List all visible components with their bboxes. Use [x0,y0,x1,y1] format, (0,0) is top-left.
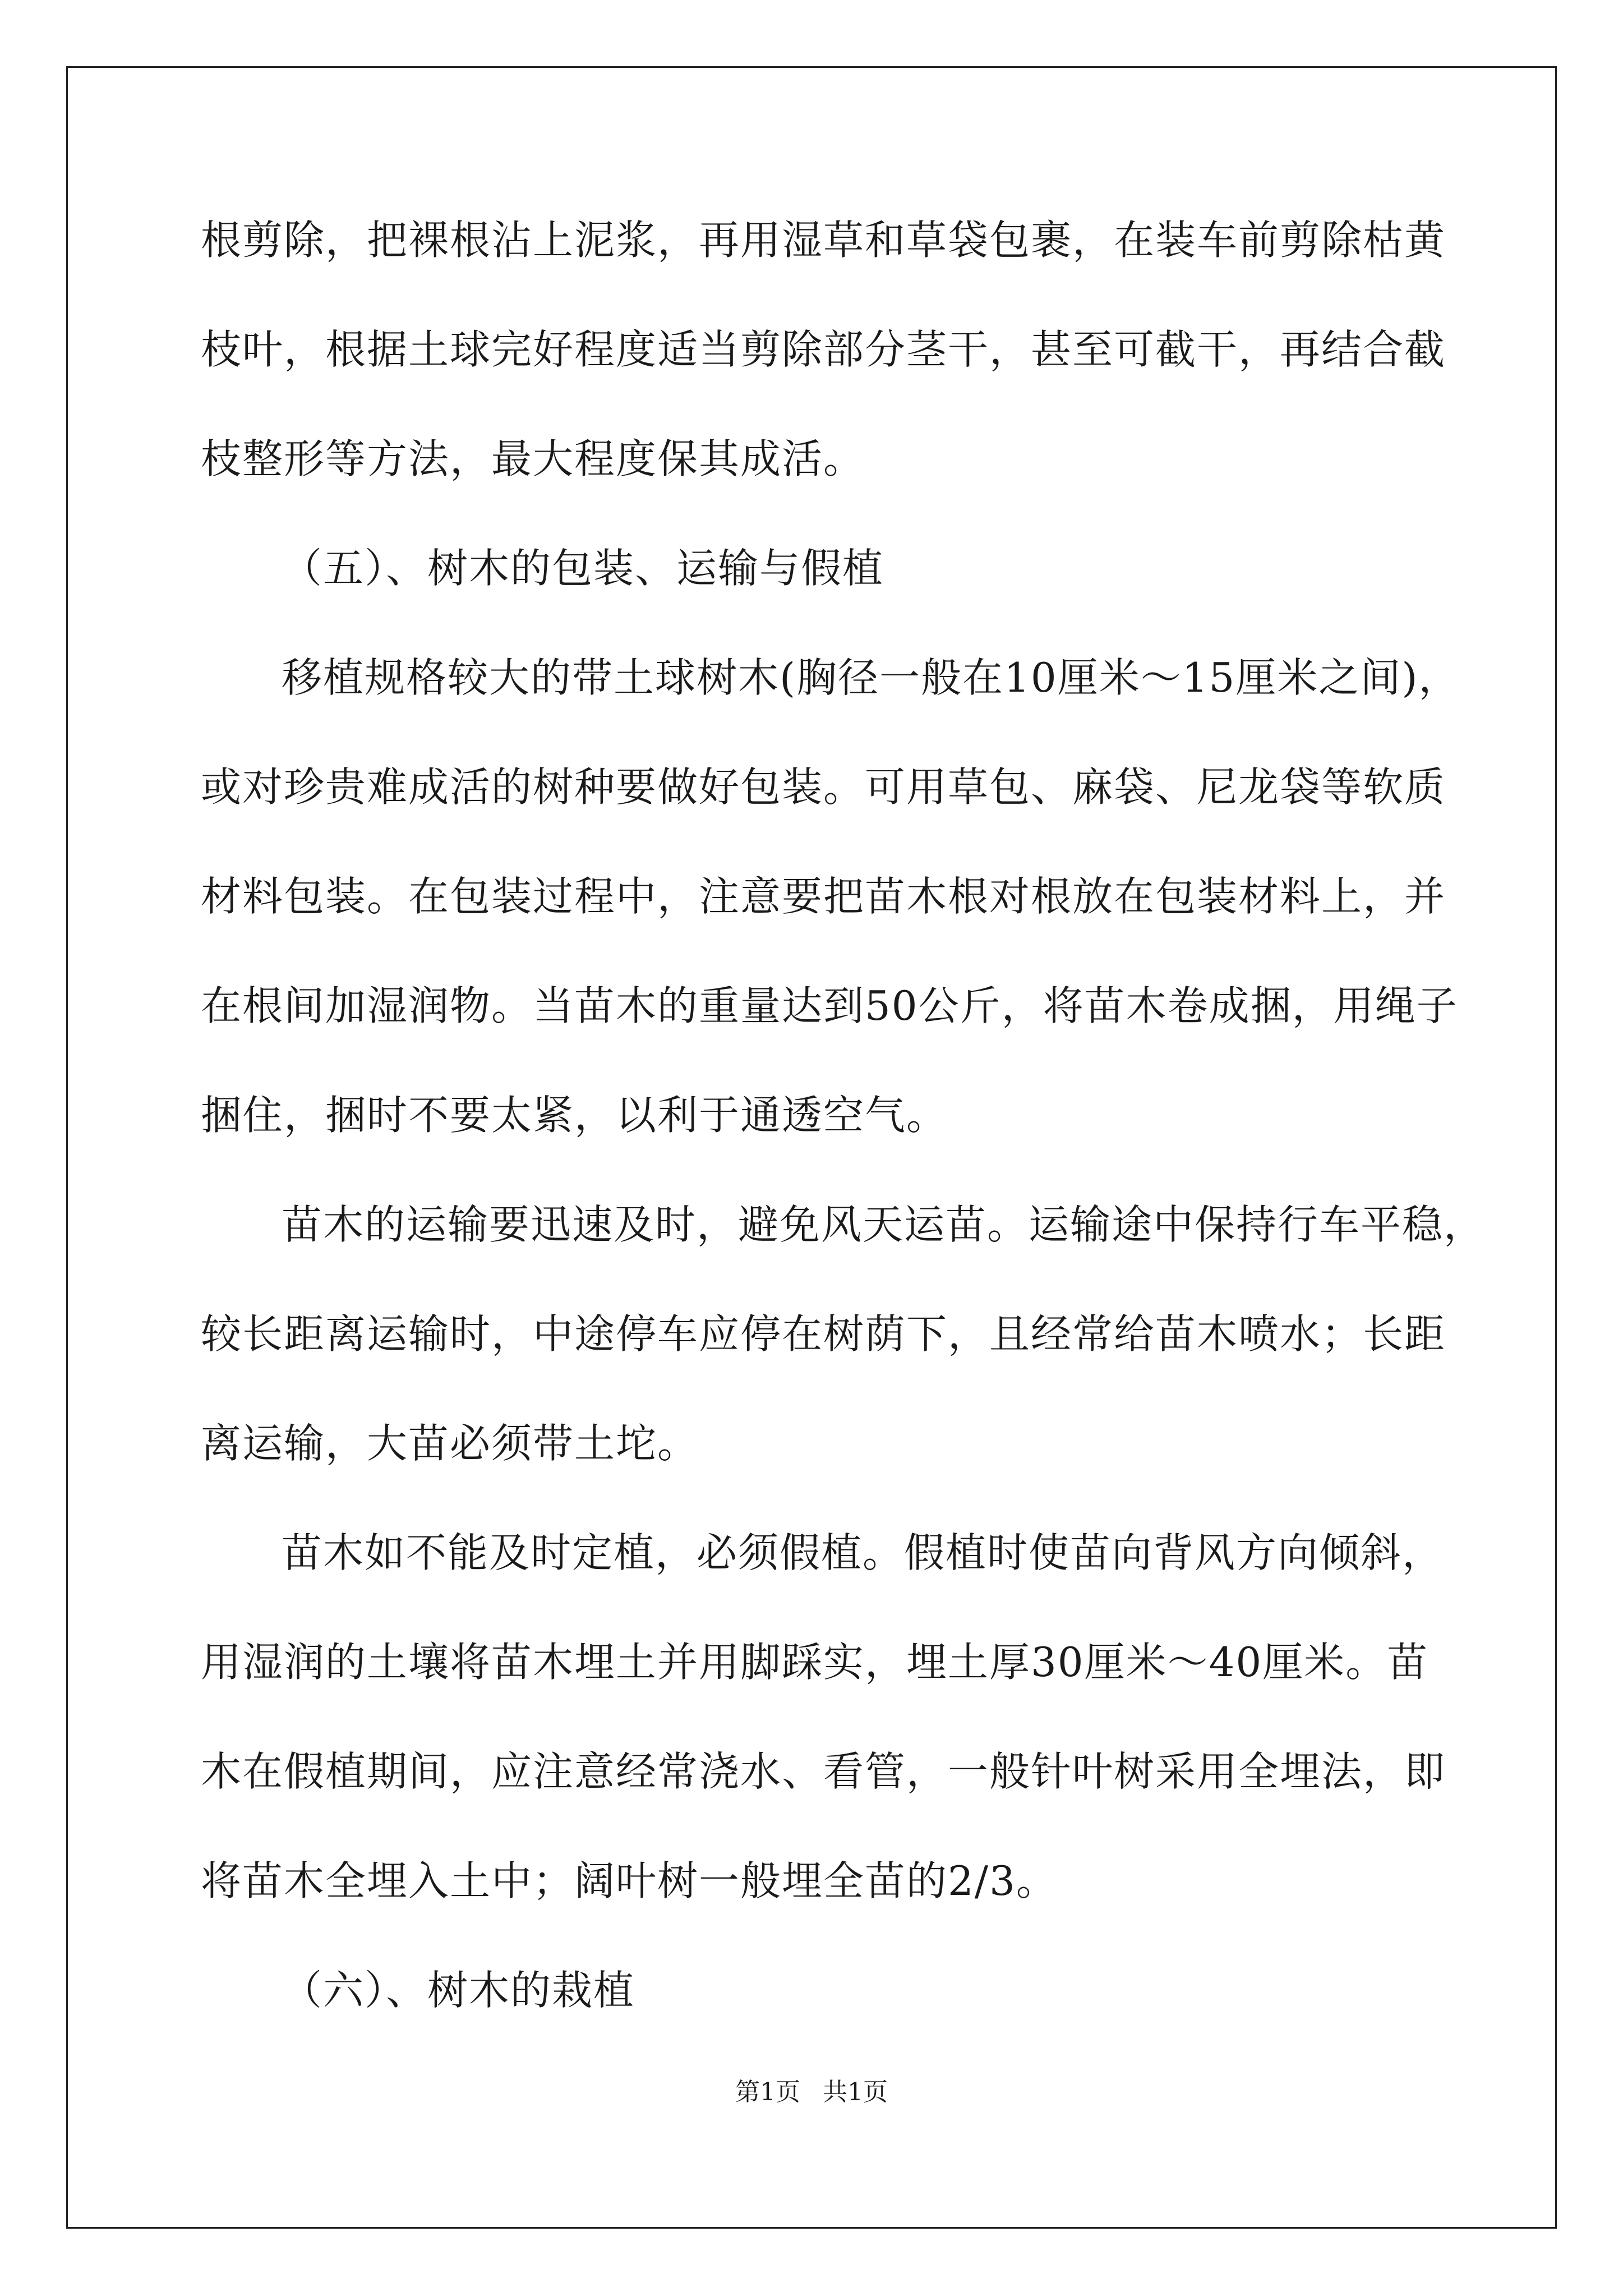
text-line: 或对珍贵难成活的树种要做好包装。可用草包、麻袋、尼龙袋等软质 [201,763,1446,811]
text-line: 捆住，捆时不要太紧，以利于通透空气。 [201,1092,948,1139]
page-number: 第1页 [735,2078,800,2106]
text-line: 苗木如不能及时定植，必须假植。假植时使苗向背风方向倾斜， [282,1529,1444,1576]
text-line: 在根间加湿润物。当苗木的重量达到50公斤，将苗木卷成捆，用绳子 [201,982,1458,1029]
text-line: 将苗木全埋入土中；阔叶树一般埋全苗的2/3。 [201,1857,1058,1904]
text-line: 枝叶，根据土球完好程度适当剪除部分茎干，甚至可截干，再结合截 [201,326,1446,373]
section-heading: （六）、树木的栽植 [282,1967,635,2014]
text-line: 根剪除，把裸根沾上泥浆，再用湿草和草袋包裹，在装车前剪除枯黄 [201,217,1446,264]
text-line: 枝整形等方法，最大程度保其成活。 [201,435,865,482]
section-heading: （五）、树木的包装、运输与假植 [282,545,884,592]
text-line: 移植规格较大的带土球树木(胸径一般在10厘米～15厘米之间)， [282,654,1460,701]
text-line: 用湿润的土壤将苗木埋土并用脚踩实，埋土厚30厘米～40厘米。苗 [201,1639,1429,1686]
text-line: 离运输，大苗必须带土坨。 [201,1420,699,1467]
text-line: 材料包装。在包装过程中，注意要把苗木根对根放在包装材料上，并 [201,873,1446,920]
page-footer [0,2076,1623,2109]
page-total: 共1页 [823,2078,888,2106]
text-line: 较长距离运输时，中途停车应停在树荫下，且经常给苗木喷水；长距 [201,1310,1446,1358]
text-line: 苗木的运输要迅速及时，避免风天运苗。运输途中保持行车平稳， [282,1201,1486,1248]
text-line: 木在假植期间，应注意经常浇水、看管，一般针叶树采用全埋法，即 [201,1748,1446,1795]
